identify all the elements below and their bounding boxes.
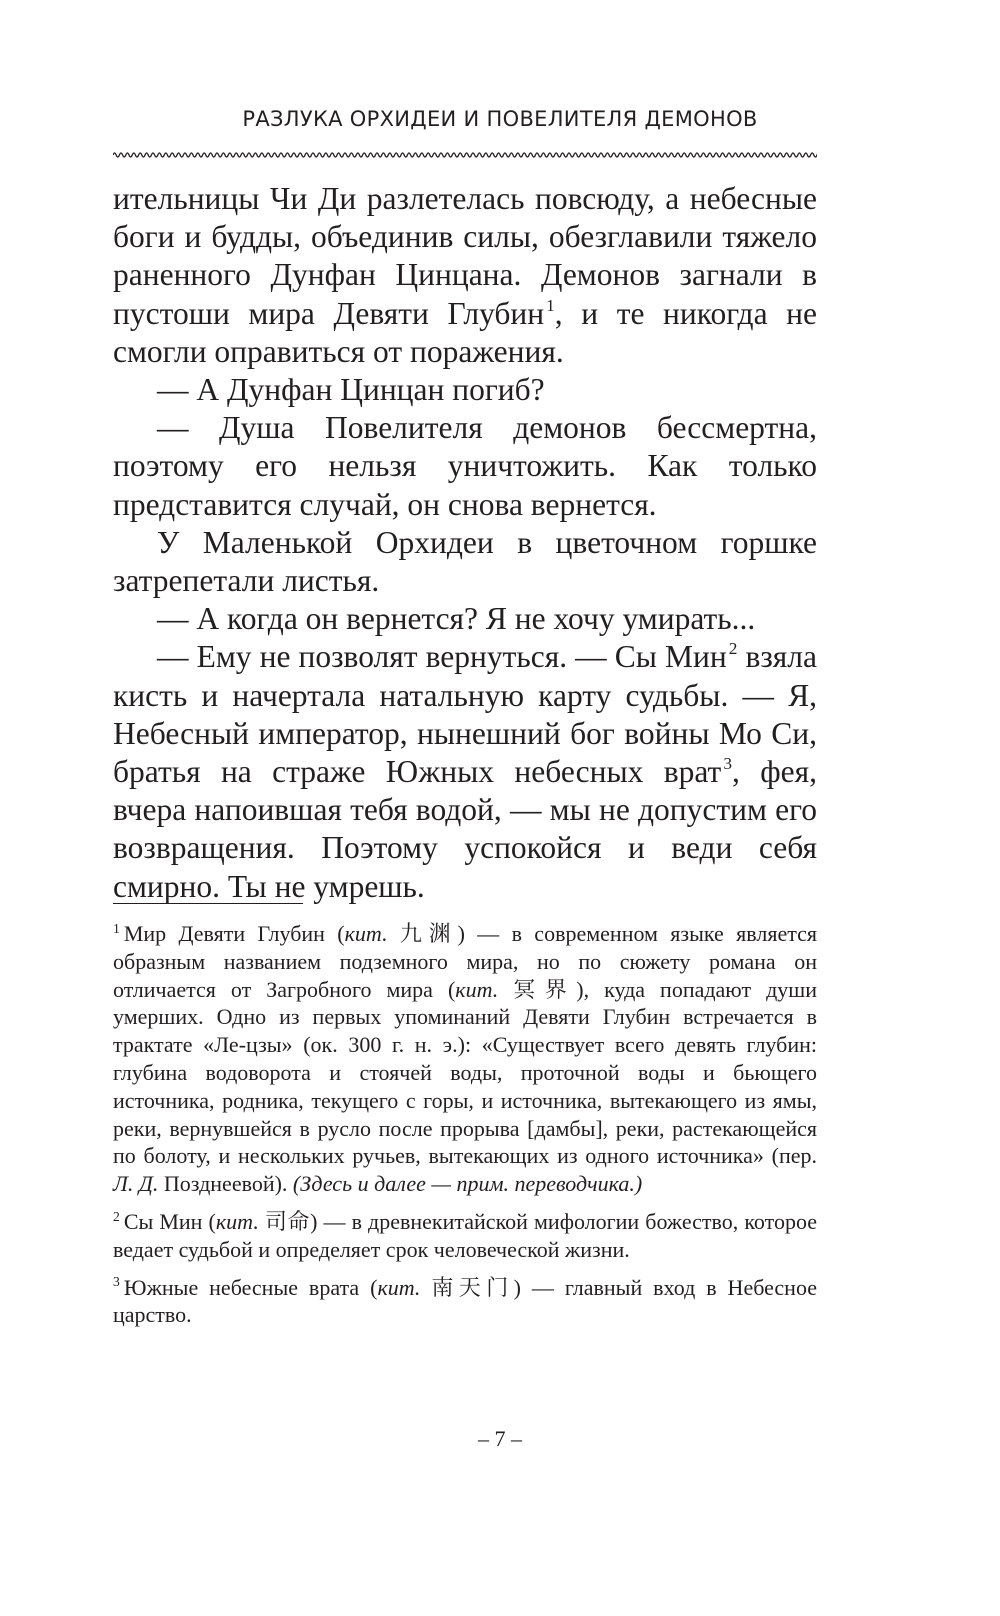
footnote-3: $^3$ Южные небесные врата (кит. 南天门) — главный вход в Небесное царство. (113, 1274, 817, 1328)
footnote-2: $^2$ Сы Мин (кит. 司命) — в древнекитайской мифологии божество, которое ведает судьбой и определяет срок человеческой жизни. (113, 1208, 817, 1262)
main-text (113, 180, 817, 906)
footnotes (113, 920, 817, 1339)
dialogue-line: — А Дунфан Цинцан погиб? (157, 372, 545, 408)
footnote-number: 1 (113, 920, 120, 936)
paragraph: ительницы Чи Ди разлетелась повсюду, а небесные боги и будды, объединив силы, обезглавили тяжело раненного Дунфан Цинцана. Демонов загнали в пустоши мира Девяти Глубин $^1$, и те никогда не смогли оправиться от поражения. (113, 181, 817, 369)
footnote-number: 3 (113, 1274, 120, 1290)
dialogue-line: — Ему не позволят вернуться. — Сы Мин $^2$ взяла кисть и начертала натальную карту судьбы. — Я, Небесный император, нынешний бог войны Мо Си, братья на страже Южных небесных врат $^3$, фея, вчера напоившая тебя водой, — мы не допустим его возвращения. Поэтому успокойся и веди себя смирно. Ты не умрешь. (113, 639, 817, 904)
wavy-divider (113, 148, 817, 162)
footnote-1: $^1$ Мир Девяти Глубин (кит. 九渊) — в современном языке является образным названием подземного мира, но по сюжету романа он отличается от Загробного мира (кит. 冥界), куда попадают души умерших. Одно из первых упоминаний Девяти Глубин встречается в трактате «Ле-цзы» (ок. 300 г. н. э.): «Существует всего девять глубин: глубина водоворота и стоячей воды, проточной воды и бьющего источника, родника, текущего с горы, и источника, вытекающего из ямы, реки, вернувшейся в русло после прорыва [дамбы], реки, растекающейся по болоту, и нескольких ручьев, вытекающих из одного источника» (пер. Л. Д. Позднеевой). (Здесь и далее — прим. переводчика.) (113, 920, 817, 1197)
footnote-separator (113, 903, 303, 904)
footnote-ref[interactable]: 1 (546, 295, 555, 315)
footnote-ref[interactable]: 2 (728, 639, 738, 659)
dialogue-line: — Душа Повелителя демонов бессмертна, поэтому его нельзя уничтожить. Как только представится случай, он снова вернется. (113, 410, 817, 522)
footnote-ref[interactable]: 3 (723, 754, 732, 774)
dialogue-line: — А когда он вернется? Я не хочу умирать... (157, 601, 756, 637)
paragraph: У Маленькой Орхидеи в цветочном горшке затрепетали листья. (113, 524, 817, 599)
page-number: – 7 – (478, 1426, 522, 1451)
running-header: РАЗЛУКА ОРХИДЕИ И ПОВЕЛИТЕЛЯ ДЕМОНОВ (242, 107, 758, 131)
footnote-number: 2 (113, 1208, 120, 1224)
